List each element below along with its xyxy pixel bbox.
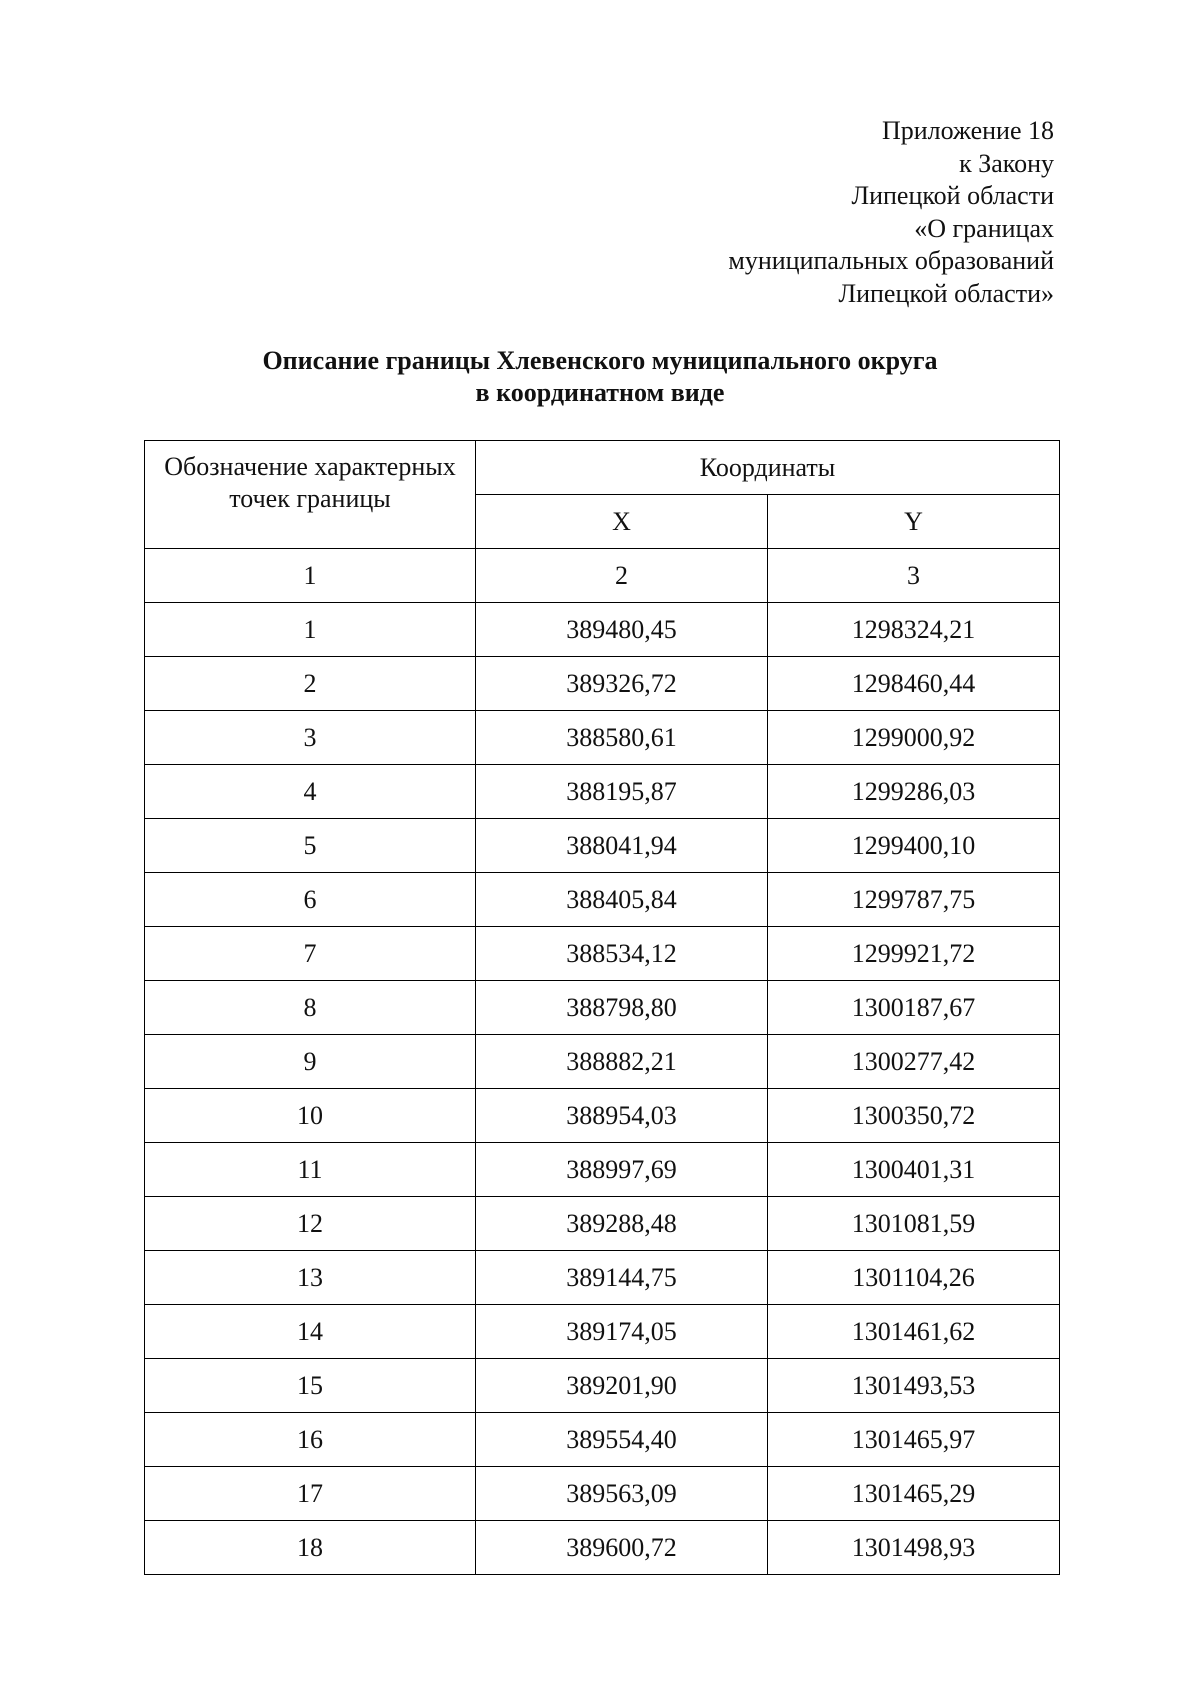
y-coordinate: 1301465,29 (768, 1467, 1060, 1521)
x-coordinate: 389480,45 (476, 603, 768, 657)
x-coordinate: 388405,84 (476, 873, 768, 927)
table-row (145, 1251, 1060, 1305)
table-row (145, 765, 1060, 819)
column-number-row (145, 549, 1060, 603)
x-coordinate: 389174,05 (476, 1305, 768, 1359)
header-x: X (476, 495, 768, 549)
y-coordinate: 1301465,97 (768, 1413, 1060, 1467)
y-coordinate: 1300187,67 (768, 981, 1060, 1035)
x-coordinate: 389326,72 (476, 657, 768, 711)
column-number: 1 (145, 549, 476, 603)
point-number: 7 (145, 927, 476, 981)
table-row (145, 873, 1060, 927)
document-title-line: Описание границы Хлевенского муниципального округа (262, 346, 938, 375)
y-coordinate: 1299286,03 (768, 765, 1060, 819)
header-coordinates: Координаты (476, 441, 1060, 495)
header-y: Y (768, 495, 1060, 549)
x-coordinate: 388798,80 (476, 981, 768, 1035)
table-row (145, 1413, 1060, 1467)
table-row (145, 1143, 1060, 1197)
column-number: 3 (768, 549, 1060, 603)
column-number: 2 (476, 549, 768, 603)
y-coordinate: 1300277,42 (768, 1035, 1060, 1089)
appendix-line: Приложение 18 (881, 116, 1054, 145)
y-coordinate: 1299000,92 (768, 711, 1060, 765)
x-coordinate: 388534,12 (476, 927, 768, 981)
table-row (145, 1467, 1060, 1521)
x-coordinate: 389144,75 (476, 1251, 768, 1305)
point-number: 15 (145, 1359, 476, 1413)
y-coordinate: 1301081,59 (768, 1197, 1060, 1251)
table-row (145, 1089, 1060, 1143)
appendix-line: к Закону (959, 148, 1054, 178)
point-number: 18 (145, 1521, 476, 1575)
point-number: 3 (145, 711, 476, 765)
x-coordinate: 389288,48 (476, 1197, 768, 1251)
table-row (145, 1035, 1060, 1089)
x-coordinate: 388195,87 (476, 765, 768, 819)
x-coordinate: 389554,40 (476, 1413, 768, 1467)
point-number: 17 (145, 1467, 476, 1521)
table-row (145, 927, 1060, 981)
point-number: 1 (145, 603, 476, 657)
point-number: 4 (145, 765, 476, 819)
x-coordinate: 389201,90 (476, 1359, 768, 1413)
point-number: 8 (145, 981, 476, 1035)
coordinates-table (144, 440, 1060, 1575)
appendix-line: Липецкой области» (838, 278, 1054, 308)
table-row (145, 1197, 1060, 1251)
y-coordinate: 1298324,21 (768, 603, 1060, 657)
point-number: 16 (145, 1413, 476, 1467)
y-coordinate: 1298460,44 (768, 657, 1060, 711)
point-number: 5 (145, 819, 476, 873)
x-coordinate: 389600,72 (476, 1521, 768, 1575)
header-point-designation-line: Обозначение характерных (164, 452, 456, 481)
x-coordinate: 388580,61 (476, 711, 768, 765)
appendix-line: муниципальных образований (728, 246, 1054, 275)
y-coordinate: 1301493,53 (768, 1359, 1060, 1413)
y-coordinate: 1301104,26 (768, 1251, 1060, 1305)
header-point-designation-line: точек границы (229, 484, 391, 513)
table-row (145, 819, 1060, 873)
y-coordinate: 1301498,93 (768, 1521, 1060, 1575)
x-coordinate: 388041,94 (476, 819, 768, 873)
point-number: 6 (145, 873, 476, 927)
appendix-line: Липецкой области (851, 181, 1054, 210)
document-title-line: в координатном виде (475, 378, 725, 407)
point-number: 10 (145, 1089, 476, 1143)
point-number: 13 (145, 1251, 476, 1305)
header-point-designation (145, 441, 476, 549)
y-coordinate: 1299400,10 (768, 819, 1060, 873)
point-number: 12 (145, 1197, 476, 1251)
y-coordinate: 1299921,72 (768, 927, 1060, 981)
point-number: 14 (145, 1305, 476, 1359)
table-header-row (145, 441, 1060, 495)
x-coordinate: 388954,03 (476, 1089, 768, 1143)
table-row (145, 981, 1060, 1035)
table-row (145, 657, 1060, 711)
y-coordinate: 1300350,72 (768, 1089, 1060, 1143)
table-row (145, 1359, 1060, 1413)
appendix-reference (728, 115, 1054, 310)
point-number: 9 (145, 1035, 476, 1089)
appendix-line: «О границах (914, 213, 1054, 243)
document-title (0, 345, 1200, 409)
table-row (145, 1305, 1060, 1359)
x-coordinate: 388997,69 (476, 1143, 768, 1197)
y-coordinate: 1300401,31 (768, 1143, 1060, 1197)
y-coordinate: 1301461,62 (768, 1305, 1060, 1359)
point-number: 11 (145, 1143, 476, 1197)
point-number: 2 (145, 657, 476, 711)
x-coordinate: 388882,21 (476, 1035, 768, 1089)
table-row (145, 1521, 1060, 1575)
y-coordinate: 1299787,75 (768, 873, 1060, 927)
x-coordinate: 389563,09 (476, 1467, 768, 1521)
table-row (145, 711, 1060, 765)
table-row (145, 603, 1060, 657)
